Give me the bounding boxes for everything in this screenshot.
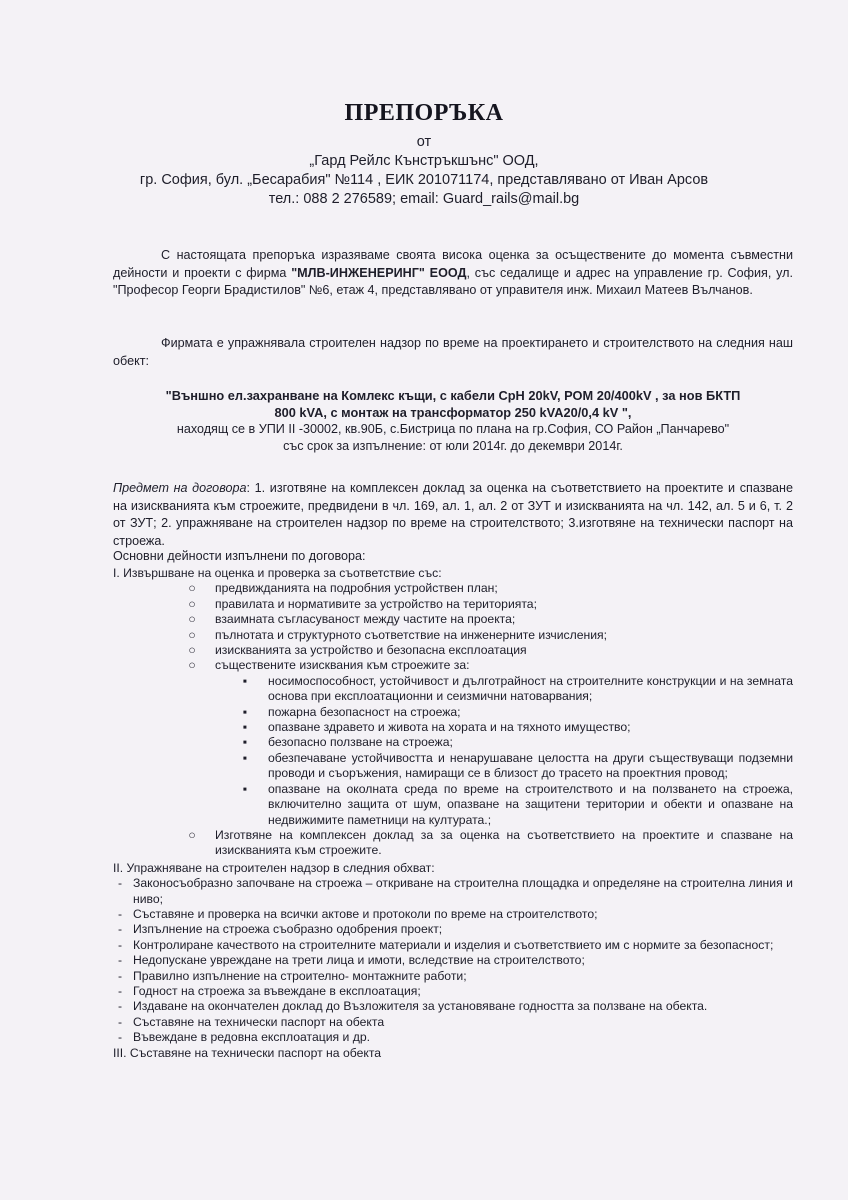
section-2-title: II. Упражняване на строителен надзор в следния обхват: (113, 860, 435, 875)
dash-bullet-icon: - (117, 1030, 123, 1045)
sub-list-item: ▪ обезпечаване устойчивостта и ненарушаване целостта на други съществуващи подземни проводи и съоръжения, намиращи се в близост до трасето на проектния провод; (113, 751, 793, 782)
circle-bullet-icon: ○ (188, 643, 196, 658)
sub-list-item: ▪ опазване на околната среда по време на строителството и на ползването на строежа, включително защита от шум, опазване на защитени територии и обекти и опазване на недвижимите паметници на културата.; (113, 782, 793, 828)
contract-subject-text: : 1. изготвяне на комплексен доклад за оценка на съответствието на проектите и спазване на изискванията към строежите, предвидени в чл. 169, ал. 1, ал. 2 от ЗУТ и изискванията на чл. 142, ал. 5 и 6, т. 2 от ЗУТ; 2. упражняване на строителен надзор по време на строителството; 3.изготвяне на технически паспорт на строежа. (113, 481, 793, 548)
list-item: ○ взаимната съгласуваност между частите на проекта; (113, 612, 793, 627)
list-item: ○ правилата и нормативите за устройство на територията; (113, 597, 793, 612)
list-item: ○ съществените изисквания към строежите за: (113, 658, 793, 673)
square-bullet-icon: ▪ (242, 750, 248, 765)
document-title: ПРЕПОРЪКА (344, 100, 504, 126)
circle-bullet-icon: ○ (188, 827, 196, 842)
square-bullet-icon: ▪ (242, 735, 248, 750)
header-from: от (416, 134, 432, 150)
intro-text-1: С настоящата препоръка изразяваме своята висока оценка за осъществените до момента съвместни дейности и проекти с фирма (113, 248, 793, 280)
section-1 (113, 566, 793, 1061)
intro-paragraph (113, 247, 793, 300)
project-term: със срок за изпълнение: от юли 2014г. до декември 2014г. (283, 439, 623, 453)
sub-list-item: ▪ безопасно ползване на строежа; (113, 735, 793, 750)
header-address: гр. София, бул. „Бесарабия" №114 , ЕИК 201071174, представлявано от Иван Арсов (139, 172, 709, 188)
circle-bullet-icon: ○ (188, 581, 196, 596)
section-3-title: III. Съставяне на технически паспорт на обекта (113, 1045, 382, 1060)
dash-bullet-icon: - (117, 1014, 123, 1029)
list-item: - Годност на строежа за въвеждане в експлоатация; (113, 984, 793, 999)
list-item: - Законосъобразно започване на строежа – откриване на строителна площадка и определяне на строителна линия и ниво; (113, 876, 793, 907)
project-location: находящ се в УПИ II -30002, кв.90Б, с.Бистрица по плана на гр.София, СО Район „Панчарево" (176, 422, 730, 436)
circle-bullet-icon: ○ (188, 596, 196, 611)
dash-bullet-icon: - (117, 922, 123, 937)
square-bullet-icon: ▪ (242, 704, 248, 719)
list-item: ○ предвижданията на подробния устройствен план; (113, 581, 793, 596)
section-1-title: I. Извършване на оценка и проверка за съответствие със: (113, 566, 442, 580)
list-item: ○ Изготвяне на комплексен доклад за за оценка на съответствието на проектите и спазване на изискванията към строежите. (113, 828, 793, 859)
project-line-1: "Външно ел.захранване на Комлекс къщи, с кабели СрН 20kV, РОМ 20/400kV , за нов БКТП (165, 388, 741, 403)
intro-text-2: , със седалище и адрес на управление гр. София, ул. "Професор Георги Брадистилов" №6, етаж 4, представлявано от управителя инж. Михаил Матеев Вълчанов. (113, 265, 794, 297)
dash-bullet-icon: - (117, 983, 123, 998)
sub-list-item: ▪ опазване здравето и живота на хората и на тяхното имущество; (113, 720, 793, 735)
supervision-text: Фирмата е упражнявала строителен надзор по време на проектирането и строителството на следния наш обект: (113, 336, 793, 368)
dash-bullet-icon: - (117, 968, 123, 983)
list-item: ○ пълнотата и структурното съответствие на инженерните изчисления; (113, 628, 793, 643)
square-bullet-icon: ▪ (242, 720, 248, 735)
supervision-paragraph (113, 335, 793, 370)
list-item: - Съставяне на технически паспорт на обекта (113, 1015, 793, 1030)
circle-bullet-icon: ○ (188, 627, 196, 642)
list-item: - Издаване на окончателен доклад до Възложителя за установяване годността за ползване на обекта. (113, 999, 793, 1014)
list-item: ○ изискванията за устройство и безопасна експлоатация (113, 643, 793, 658)
list-item: - Контролиране качеството на строителните материали и изделия и съответствието им с нормите за безопасност; (113, 938, 793, 953)
header-company: „Гард Рейлс Кънстръкшънс" ООД, (309, 153, 539, 169)
list-item: - Изпълнение на строежа съобразно одобрения проект; (113, 922, 793, 937)
header-contact: тел.: 088 2 276589; email: Guard_rails@mail.bg (268, 191, 580, 207)
dash-bullet-icon: - (117, 906, 123, 921)
square-bullet-icon: ▪ (242, 781, 248, 796)
square-bullet-icon: ▪ (242, 673, 248, 688)
circle-bullet-icon: ○ (188, 612, 196, 627)
contract-subject (113, 480, 793, 550)
dash-bullet-icon: - (117, 937, 123, 952)
contract-subject-label: Предмет на договора (113, 481, 247, 495)
main-activities-heading: Основни дейности изпълнени по договора: (113, 549, 366, 563)
list-item: - Съставяне и проверка на всички актове и протоколи по време на строителството; (113, 907, 793, 922)
dash-bullet-icon: - (117, 876, 123, 891)
sub-list-item: ▪ носимоспособност, устойчивост и дълготрайност на строителните конструкции и на земната основа при експлоатационни и сеизмични натоварвания; (113, 674, 793, 705)
intro-firm-name: "МЛВ-ИНЖЕНЕРИНГ" ЕООД (291, 265, 467, 280)
project-line-2: 800 kVA, с монтаж на трансформатор 250 kVA20/0,4 kV ", (274, 405, 632, 420)
list-item: - Недопускане увреждане на трети лица и имоти, вследствие на строителството; (113, 953, 793, 968)
circle-bullet-icon: ○ (188, 658, 196, 673)
dash-bullet-icon: - (117, 953, 123, 968)
sub-list-item: ▪ пожарна безопасност на строежа; (113, 705, 793, 720)
dash-bullet-icon: - (117, 999, 123, 1014)
list-item: - Въвеждане в редовна експлоатация и др. (113, 1030, 793, 1045)
list-item: - Правилно изпълнение на строително- монтажните работи; (113, 969, 793, 984)
